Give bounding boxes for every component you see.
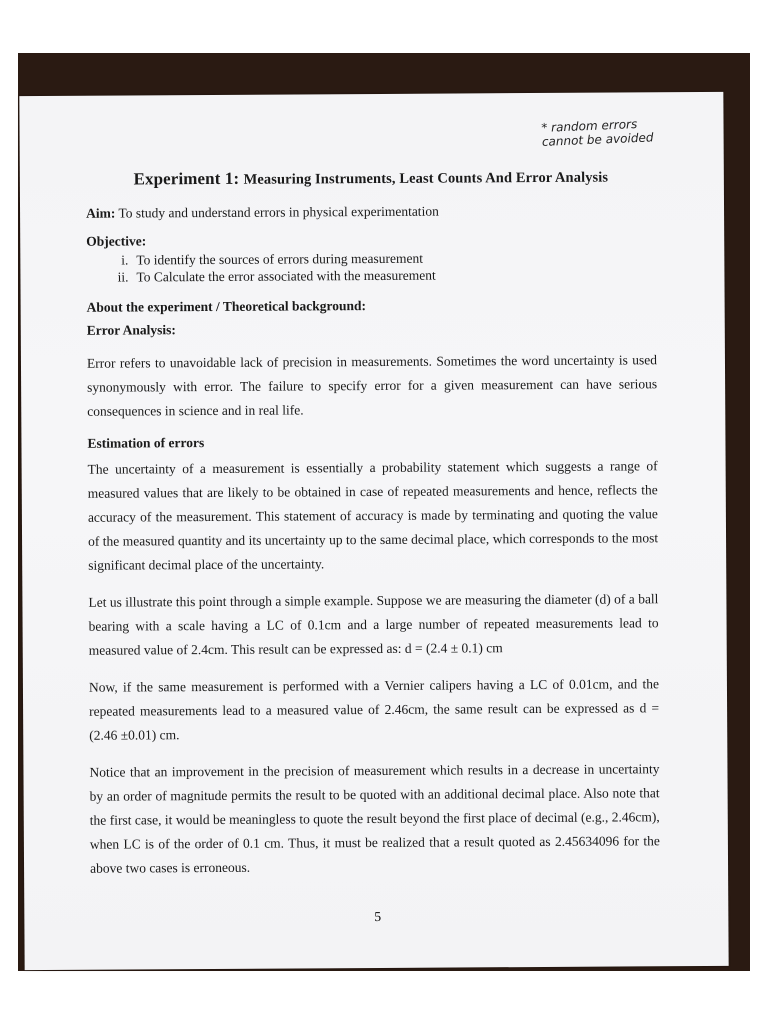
aim-text: To study and understand errors in physical experimentation <box>118 203 439 221</box>
page-content <box>86 122 661 880</box>
aim-line <box>86 202 656 221</box>
list-item-number: ii. <box>117 269 129 285</box>
title-rest: Measuring Instruments, Least Counts And Error Analysis <box>243 169 609 188</box>
document-page <box>19 92 728 970</box>
estimation-heading: Estimation of errors <box>87 435 205 451</box>
list-item <box>106 265 656 285</box>
objective-list <box>106 248 656 285</box>
list-item-text: To identify the sources of errors during measurement <box>136 250 423 268</box>
paragraph-vernier: Now, if the same measurement is performed with a Vernier calipers having a LC of 0.01cm, and the repeated measurements lead to a measured value of 2.46cm, the same result can be expressed as d = (2.46 ±0.01) cm. <box>88 676 660 743</box>
page-title <box>86 166 656 189</box>
objective-heading: Objective: <box>86 233 147 249</box>
aim-label: Aim: <box>86 205 116 221</box>
paragraph-uncertainty: The uncertainty of a measurement is essentially a probability statement which suggests a range of measured values that are likely to be obtained in case of repeated measurements and hence, reflects the accuracy of the measurement. This statement of accuracy is made by terminating and quoting the value of the measured quantity and its uncertainty up to the same decimal place, which corresponds to the most significant decimal place of the uncertainty. <box>87 458 659 573</box>
paragraph-error-definition: Error refers to unavoidable lack of precision in measurements. Sometimes the word uncertainty is used synonymously with error. The failure to specify error for a given measurement can have serious consequences in science and in real life. <box>86 352 658 419</box>
list-item-text: To Calculate the error associated with the measurement <box>136 267 436 285</box>
page-number: 5 <box>374 908 382 925</box>
error-analysis-heading: Error Analysis: <box>86 322 176 338</box>
handnote-line-1: * random errors <box>541 116 638 135</box>
paragraph-example: Let us illustrate this point through a simple example. Suppose we are measuring the diameter (d) of a ball bearing with a scale having a LC of 0.1cm and a large number of repeated measurements lead to measured value of 2.4cm. This result can be expressed as: d = (2.4 ± 0.1) cm <box>88 591 659 658</box>
list-item-number: i. <box>121 252 129 268</box>
title-lead: Experiment 1: <box>133 168 240 189</box>
handnote-line-2: cannot be avoided <box>542 130 655 149</box>
about-heading: About the experiment / Theoretical background: <box>86 298 367 315</box>
paragraph-precision: Notice that an improvement in the precision of measurement which results in a decrease in uncertainty by an order of magnitude permits the result to be quoted with an additional decimal place. Also note that the first case, it would be meaningless to quote the result beyond the first place of decimal (e.g., 2.46cm), when LC is of the order of 0.1 cm. Thus, it must be realized that a result quoted as 2.45634096 for the above two cases is erroneous. <box>89 761 660 876</box>
